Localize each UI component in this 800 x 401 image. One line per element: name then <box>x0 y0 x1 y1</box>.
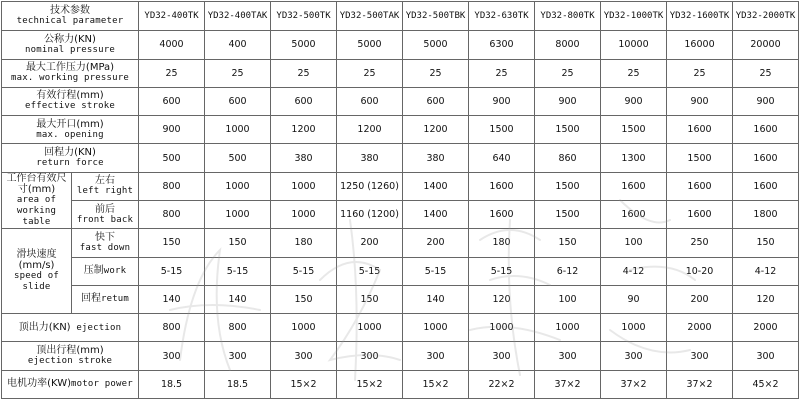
value-cell: 1000 <box>469 314 535 342</box>
value-cell: 1500 <box>469 116 535 144</box>
value-cell: 15×2 <box>403 370 469 398</box>
sub-label-cn: 快下 <box>95 231 115 243</box>
value-cell: 1600 <box>733 116 799 144</box>
value-cell: 1600 <box>733 172 799 200</box>
value-cell: 1600 <box>601 172 667 200</box>
value-cell: 5000 <box>271 31 337 59</box>
value-cell: 600 <box>271 87 337 115</box>
value-cell: 37×2 <box>601 370 667 398</box>
sub-label <box>72 200 139 228</box>
value-cell: 1200 <box>271 116 337 144</box>
value-cell: 300 <box>271 342 337 370</box>
row-label <box>2 342 139 370</box>
sub-label <box>72 229 139 257</box>
value-cell: 400 <box>205 31 271 59</box>
sub-label-cn: 左右 <box>95 175 115 187</box>
row-fast-down <box>2 229 799 257</box>
value-cell: 300 <box>733 342 799 370</box>
value-cell: 900 <box>733 87 799 115</box>
value-cell: 300 <box>205 342 271 370</box>
row-ejection <box>2 314 799 342</box>
value-cell: 25 <box>733 59 799 87</box>
value-cell: 1000 <box>337 314 403 342</box>
value-cell: 4-12 <box>601 257 667 285</box>
value-cell: 18.5 <box>205 370 271 398</box>
header-row <box>2 2 799 31</box>
value-cell: 600 <box>205 87 271 115</box>
value-cell: 4000 <box>139 31 205 59</box>
value-cell: 380 <box>337 144 403 172</box>
row-label-cn: 最大工作压力(MPa) <box>25 62 115 74</box>
row-label <box>2 314 139 342</box>
value-cell: 900 <box>601 87 667 115</box>
value-cell: 200 <box>337 229 403 257</box>
value-cell: 1600 <box>667 116 733 144</box>
value-cell: 200 <box>667 285 733 313</box>
row-label-inline <box>4 322 136 334</box>
value-cell: 25 <box>601 59 667 87</box>
slide-speed-label-cn: 滑块速度(mm/s) <box>16 249 57 272</box>
value-cell: 1500 <box>667 144 733 172</box>
sub-label-cn: 回程 <box>80 293 101 305</box>
value-cell: 5-15 <box>469 257 535 285</box>
value-cell: 600 <box>139 87 205 115</box>
value-cell: 1000 <box>271 314 337 342</box>
value-cell: 300 <box>535 342 601 370</box>
model-header: YD32-400TAK <box>205 2 271 31</box>
row-return-force <box>2 144 799 172</box>
value-cell: 1000 <box>403 314 469 342</box>
value-cell: 1000 <box>271 200 337 228</box>
sub-label-en: front back <box>76 214 134 225</box>
value-cell: 500 <box>139 144 205 172</box>
value-cell: 1800 <box>733 200 799 228</box>
value-cell: 800 <box>139 314 205 342</box>
row-label-cn: 电机功率(KW) <box>7 378 72 390</box>
value-cell: 5000 <box>403 31 469 59</box>
row-label <box>2 31 139 59</box>
row-label-en: motor power <box>71 379 133 390</box>
value-cell: 380 <box>271 144 337 172</box>
value-cell: 10-20 <box>667 257 733 285</box>
value-cell: 100 <box>535 285 601 313</box>
value-cell: 16000 <box>667 31 733 59</box>
row-return <box>2 285 799 313</box>
row-max-working-pressure <box>2 59 799 87</box>
sub-label-inline <box>74 265 136 277</box>
model-header: YD32-2000TK <box>733 2 799 31</box>
value-cell: 1000 <box>205 200 271 228</box>
value-cell: 800 <box>205 314 271 342</box>
value-cell: 300 <box>139 342 205 370</box>
value-cell: 20000 <box>733 31 799 59</box>
model-header: YD32-1600TK <box>667 2 733 31</box>
row-label <box>2 144 139 172</box>
value-cell: 300 <box>469 342 535 370</box>
value-cell: 1500 <box>535 200 601 228</box>
value-cell: 1300 <box>601 144 667 172</box>
value-cell: 120 <box>733 285 799 313</box>
value-cell: 25 <box>139 59 205 87</box>
value-cell: 5000 <box>337 31 403 59</box>
row-label-en: ejection stroke <box>27 356 113 367</box>
row-work <box>2 257 799 285</box>
row-motor-power <box>2 370 799 398</box>
value-cell: 1000 <box>205 116 271 144</box>
value-cell: 25 <box>205 59 271 87</box>
row-label <box>2 116 139 144</box>
value-cell: 300 <box>601 342 667 370</box>
row-label-en: max. opening <box>36 129 104 140</box>
value-cell: 1600 <box>667 172 733 200</box>
value-cell: 25 <box>271 59 337 87</box>
slide-speed-label-en: speed of slide <box>14 271 59 293</box>
model-header: YD32-800TK <box>535 2 601 31</box>
row-table-front-back <box>2 200 799 228</box>
row-label-en: max. working pressure <box>11 73 129 84</box>
row-nominal-pressure <box>2 31 799 59</box>
value-cell: 150 <box>139 229 205 257</box>
value-cell: 15×2 <box>337 370 403 398</box>
value-cell: 1000 <box>601 314 667 342</box>
sub-label <box>72 172 139 200</box>
value-cell: 140 <box>403 285 469 313</box>
row-label-cn: 顶出行程(mm) <box>36 345 104 357</box>
table-area-label-en: area of working table <box>16 194 57 227</box>
value-cell: 120 <box>469 285 535 313</box>
row-label-cn: 公称力(KN) <box>44 33 96 45</box>
value-cell: 640 <box>469 144 535 172</box>
value-cell: 1600 <box>667 200 733 228</box>
value-cell: 15×2 <box>271 370 337 398</box>
value-cell: 1160 (1200) <box>337 200 403 228</box>
value-cell: 25 <box>535 59 601 87</box>
row-table-left-right <box>2 172 799 200</box>
value-cell: 2000 <box>667 314 733 342</box>
value-cell: 300 <box>337 342 403 370</box>
value-cell: 1500 <box>535 172 601 200</box>
value-cell: 1600 <box>733 144 799 172</box>
value-cell: 1000 <box>271 172 337 200</box>
sub-label-en: retum <box>100 294 130 305</box>
param-header-cn: 技术参数 <box>50 5 90 17</box>
sub-label-en: work <box>103 266 127 277</box>
row-label-cn: 顶出力(KN) <box>18 321 71 333</box>
row-label-en: return force <box>36 158 104 169</box>
sub-label-cn: 压制 <box>83 265 104 277</box>
value-cell: 5-15 <box>337 257 403 285</box>
row-label-cn: 有效行程(mm) <box>36 90 104 102</box>
value-cell: 8000 <box>535 31 601 59</box>
table-area-label-cn: 工作台有效尺寸(mm) <box>6 172 67 195</box>
row-label-inline <box>4 378 136 390</box>
value-cell: 900 <box>667 87 733 115</box>
value-cell: 1600 <box>469 172 535 200</box>
value-cell: 6300 <box>469 31 535 59</box>
value-cell: 250 <box>667 229 733 257</box>
value-cell: 37×2 <box>667 370 733 398</box>
value-cell: 900 <box>139 116 205 144</box>
value-cell: 150 <box>733 229 799 257</box>
value-cell: 5-15 <box>271 257 337 285</box>
value-cell: 500 <box>205 144 271 172</box>
value-cell: 10000 <box>601 31 667 59</box>
row-label <box>2 370 139 398</box>
row-label-cn: 回程力(KN) <box>44 147 96 159</box>
value-cell: 180 <box>271 229 337 257</box>
value-cell: 1200 <box>403 116 469 144</box>
row-label-en: ejection <box>76 322 122 333</box>
value-cell: 900 <box>535 87 601 115</box>
value-cell: 100 <box>601 229 667 257</box>
row-label <box>2 87 139 115</box>
value-cell: 25 <box>667 59 733 87</box>
value-cell: 150 <box>271 285 337 313</box>
value-cell: 1000 <box>535 314 601 342</box>
model-header: YD32-630TK <box>469 2 535 31</box>
value-cell: 150 <box>337 285 403 313</box>
model-header: YD32-1000TK <box>601 2 667 31</box>
sub-label-en: left right <box>76 186 134 197</box>
parameter-table <box>1 1 799 399</box>
value-cell: 37×2 <box>535 370 601 398</box>
value-cell: 200 <box>403 229 469 257</box>
model-header: YD32-500TBK <box>403 2 469 31</box>
value-cell: 1400 <box>403 172 469 200</box>
row-label-en: effective stroke <box>25 101 115 112</box>
value-cell: 5-15 <box>139 257 205 285</box>
value-cell: 1500 <box>601 116 667 144</box>
value-cell: 5-15 <box>205 257 271 285</box>
row-label-cn: 最大开口(mm) <box>36 118 104 130</box>
value-cell: 140 <box>139 285 205 313</box>
value-cell: 90 <box>601 285 667 313</box>
value-cell: 1200 <box>337 116 403 144</box>
value-cell: 1500 <box>535 116 601 144</box>
value-cell: 800 <box>139 172 205 200</box>
sub-label-en: fast down <box>79 242 131 253</box>
value-cell: 380 <box>403 144 469 172</box>
value-cell: 1400 <box>403 200 469 228</box>
value-cell: 300 <box>667 342 733 370</box>
sub-label <box>72 285 139 313</box>
row-label <box>2 59 139 87</box>
value-cell: 300 <box>403 342 469 370</box>
sub-label <box>72 257 139 285</box>
value-cell: 2000 <box>733 314 799 342</box>
value-cell: 4-12 <box>733 257 799 285</box>
model-header: YD32-500TAK <box>337 2 403 31</box>
model-header: YD32-500TK <box>271 2 337 31</box>
value-cell: 18.5 <box>139 370 205 398</box>
slide-speed-label <box>2 229 72 314</box>
value-cell: 800 <box>139 200 205 228</box>
value-cell: 1000 <box>205 172 271 200</box>
param-header-en: technical parameter <box>16 16 124 27</box>
value-cell: 25 <box>403 59 469 87</box>
row-max-opening <box>2 116 799 144</box>
value-cell: 140 <box>205 285 271 313</box>
model-header: YD32-400TK <box>139 2 205 31</box>
value-cell: 22×2 <box>469 370 535 398</box>
value-cell: 25 <box>337 59 403 87</box>
value-cell: 600 <box>403 87 469 115</box>
sub-label-cn: 前后 <box>95 203 115 215</box>
row-effective-stroke <box>2 87 799 115</box>
value-cell: 1600 <box>601 200 667 228</box>
value-cell: 1600 <box>469 200 535 228</box>
value-cell: 150 <box>205 229 271 257</box>
value-cell: 600 <box>337 87 403 115</box>
value-cell: 180 <box>469 229 535 257</box>
row-ejection-stroke <box>2 342 799 370</box>
row-label-en: nominal pressure <box>25 44 115 55</box>
value-cell: 6-12 <box>535 257 601 285</box>
value-cell: 150 <box>535 229 601 257</box>
value-cell: 900 <box>469 87 535 115</box>
value-cell: 45×2 <box>733 370 799 398</box>
value-cell: 1250 (1260) <box>337 172 403 200</box>
param-header-cell <box>2 2 139 31</box>
table-area-label <box>2 172 72 229</box>
sub-label-inline <box>74 293 136 305</box>
value-cell: 860 <box>535 144 601 172</box>
value-cell: 5-15 <box>403 257 469 285</box>
value-cell: 25 <box>469 59 535 87</box>
